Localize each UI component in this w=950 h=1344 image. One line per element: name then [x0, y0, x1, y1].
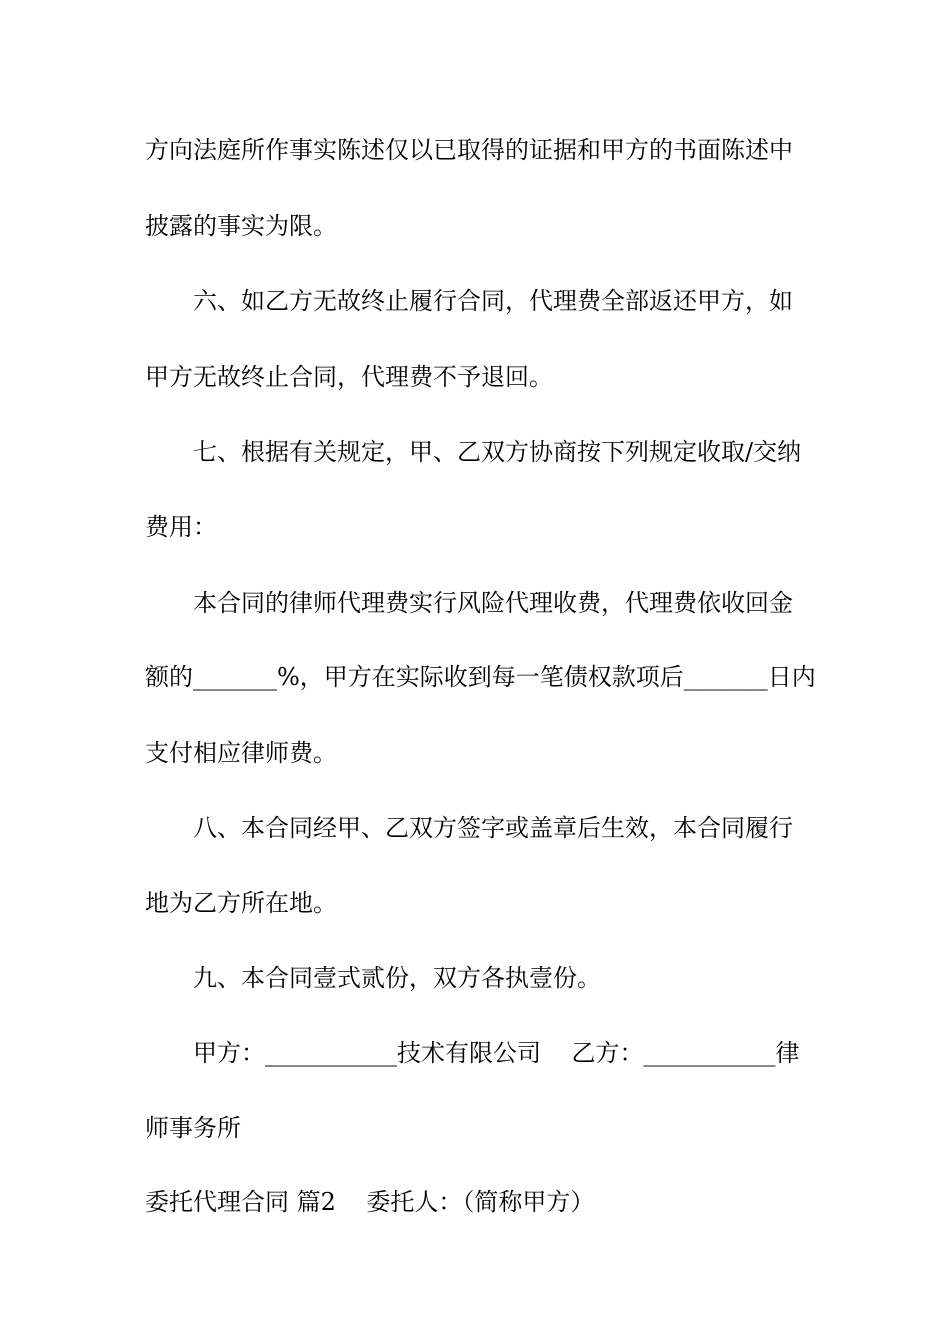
contract-heading-line: 委托代理合同 篇2 委托人：（简称甲方） — [145, 1188, 595, 1216]
paragraph-line: 方向法庭所作事实陈述仅以已取得的证据和甲方的书面陈述中 — [145, 136, 793, 164]
fee-blank-line: 额的_______%，甲方在实际收到每一笔债权款项后_______日内 — [145, 663, 816, 691]
signature-line: 甲方：___________技术有限公司 乙方：___________律 — [193, 1039, 800, 1067]
paragraph-line: 支付相应律师费。 — [145, 739, 337, 767]
clause-eight-line: 八、本合同经甲、乙双方签字或盖章后生效，本合同履行 — [193, 814, 793, 842]
paragraph-line: 披露的事实为限。 — [145, 212, 337, 240]
paragraph-line: 师事务所 — [145, 1114, 241, 1142]
fee-paragraph-line: 本合同的律师代理费实行风险代理收费，代理费依收回金 — [193, 589, 793, 617]
paragraph-line: 地为乙方所在地。 — [145, 889, 337, 917]
paragraph-line: 费用： — [145, 513, 217, 541]
clause-six-line: 六、如乙方无故终止履行合同，代理费全部返还甲方，如 — [193, 287, 793, 315]
clause-nine-line: 九、本合同壹式贰份，双方各执壹份。 — [193, 964, 601, 992]
paragraph-line: 甲方无故终止合同，代理费不予退回。 — [145, 363, 553, 391]
clause-seven-line: 七、根据有关规定，甲、乙双方协商按下列规定收取/交纳 — [193, 438, 802, 466]
